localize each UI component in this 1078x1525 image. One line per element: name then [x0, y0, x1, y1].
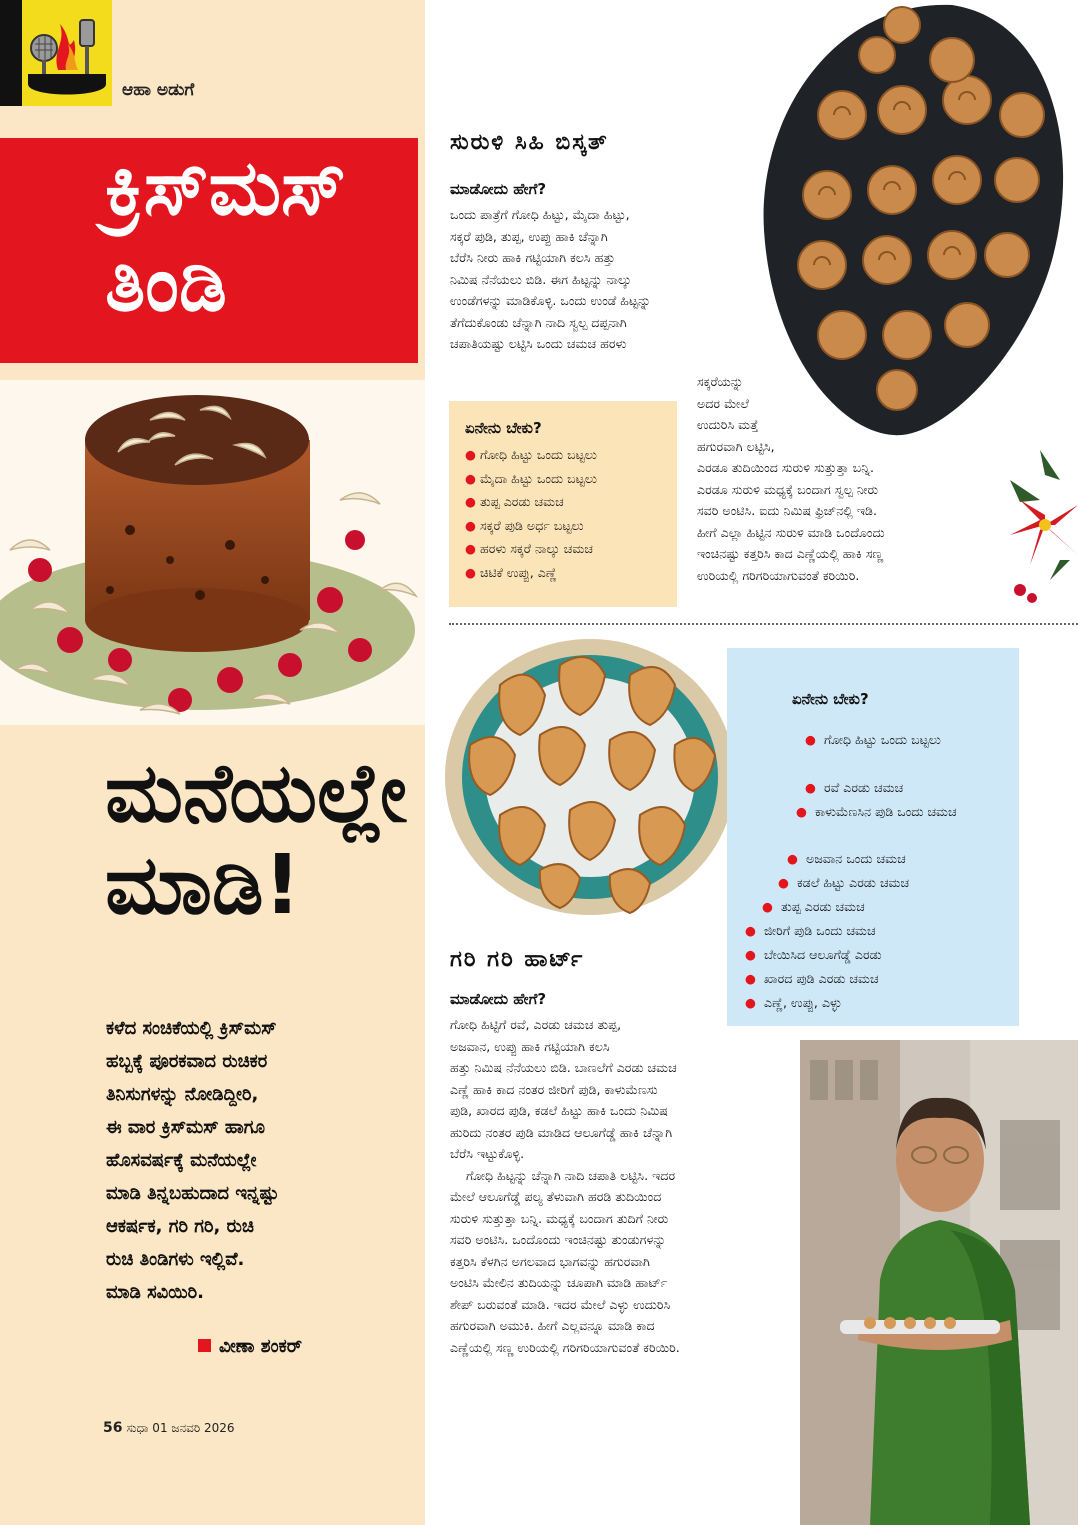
- method-line: ಪುಡಿ, ಖಾರದ ಪುಡಿ, ಕಡಲೆ ಹಿಟ್ಟು ಹಾಕಿ ಒಂದು ನಿಮಿಷ: [450, 1103, 668, 1118]
- method-line: ಒಂದು ಪಾತ್ರೆಗೆ ಗೋಧಿ ಹಿಟ್ಟು, ಮೈದಾ ಹಿಟ್ಟು,: [450, 207, 630, 222]
- method-line: ಅದರ ಮೇಲೆ: [697, 395, 749, 411]
- bullet-icon: ●: [796, 804, 807, 819]
- heart-snack-photo: [440, 635, 740, 920]
- bullet-icon: ●: [745, 947, 756, 962]
- method-line: ಮೇಲೆ ಆಲೂಗೆಡ್ಡೆ ಪಲ್ಯ ತೆಳುವಾಗಿ ಹರಡಿ ತುದಿಯಿಂದ: [450, 1189, 662, 1204]
- recipe-2-ingredient-8: ● ಬೇಯಿಸಿದ ಆಲೂಗೆಡ್ಡೆ ಎರಡು: [745, 947, 882, 962]
- method-line: ಹಗುರವಾಗಿ ಲಟ್ಟಿಸಿ,: [697, 438, 775, 454]
- recipe-1-method-part-b: [697, 371, 997, 586]
- recipe-2-ingredient-6: ● ತುಪ್ಪ ಎರಡು ಚಮಚ: [762, 899, 865, 914]
- bullet-icon: ●: [805, 732, 816, 747]
- method-line: ಸವರಿ ಅಂಟಿಸಿ. ಐದು ನಿಮಿಷ ಫ್ರಿಜ್‌ನಲ್ಲಿ ಇಡಿ.: [697, 503, 877, 518]
- method-line: ಗೋಧಿ ಹಿಟ್ಟನ್ನು ಚೆನ್ನಾಗಿ ನಾದಿ ಚಪಾತಿ ಲಟ್ಟಿಸಿ. ಇದರ: [466, 1167, 676, 1183]
- recipe-2-ingredient-1: ● ಗೋಧಿ ಹಿಟ್ಟು ಒಂದು ಬಟ್ಟಲು: [805, 732, 941, 747]
- method-line: ಎರಡೂ ತುದಿಯಿಂದ ಸುರುಳಿ ಸುತ್ತುತ್ತಾ ಬನ್ನಿ.: [697, 460, 874, 475]
- intro-line: ಹೊಸವರ್ಷಕ್ಕೆ ಮನೆಯಲ್ಲೇ: [106, 1150, 257, 1171]
- intro-paragraph: [106, 1012, 361, 1309]
- title-line-2: ತಿಂಡಿ: [105, 239, 227, 328]
- title-line-1: ಕ್ರಿಸ್‌ಮಸ್: [105, 143, 346, 232]
- method-line: ಎಣ್ಣೆ ಹಾಕಿ ಕಾದ ನಂತರ ಜೀರಿಗೆ ಪುಡಿ, ಕಾಳುಮೆಣಸು: [450, 1081, 658, 1097]
- method-line: ಸವರಿ ಅಂಟಿಸಿ. ಒಂದೊಂದು ಇಂಚಿನಷ್ಟು ತುಂಡುಗಳನ್ನು: [450, 1232, 667, 1247]
- bullet-icon: ●: [762, 899, 773, 914]
- recipe-1-method-part-a: [450, 204, 750, 355]
- recipe-2-ingredient-2: ● ರವೆ ಎರಡು ಚಮಚ: [805, 780, 904, 795]
- method-line: ಹೀಗೆ ಎಲ್ಲಾ ಹಿಟ್ಟಿನ ಸುರುಳಿ ಮಾಡಿ ಒಂದೊಂದು: [697, 524, 885, 540]
- intro-line: ಕಳೆದ ಸಂಚಿಕೆಯಲ್ಲಿ ಕ್ರಿಸ್‌ಮಸ್: [106, 1018, 277, 1039]
- method-line: ನಿಮಿಷ ನೆನೆಯಲು ಬಿಡಿ. ಈಗ ಹಿಟ್ಟನ್ನು ನಾಲ್ಕು: [450, 271, 632, 287]
- method-line: ಗೋಧಿ ಹಿಟ್ಟಿಗೆ ರವೆ, ಎರಡು ಚಮಚ ತುಪ್ಪ,: [450, 1017, 622, 1032]
- recipe-2-ingredient-5: ● ಕಡಲೆ ಹಿಟ್ಟು ಎರಡು ಚಮಚ: [778, 875, 910, 890]
- fruit-cake-photo: [0, 380, 425, 725]
- bullet-icon: ●: [465, 494, 476, 509]
- bullet-icon: ●: [745, 995, 756, 1010]
- author-name: ವೀಣಾ ಶಂಕರ್: [219, 1336, 303, 1357]
- method-line: ಚಪಾತಿಯಷ್ಟು ಲಟ್ಟಿಸಿ ಒಂದು ಚಮಚ ಹರಳು: [450, 336, 627, 351]
- method-line: ಉಂಡೆಗಳನ್ನು ಮಾಡಿಕೊಳ್ಳಿ. ಒಂದು ಉಂಡೆ ಹಿಟ್ಟನ್ನು: [450, 293, 651, 308]
- ingredient-item: ● ತುಪ್ಪ ಎರಡು ಚಮಚ: [465, 494, 564, 509]
- bullet-icon: ●: [778, 875, 789, 890]
- bullet-icon: ●: [465, 470, 476, 486]
- intro-line: ತಿನಿಸುಗಳನ್ನು ನೋಡಿದ್ದೀರಿ,: [106, 1084, 259, 1105]
- bullet-icon: ●: [465, 541, 476, 556]
- recipe-2-method: [450, 1014, 795, 1358]
- poinsettia-decoration: [1000, 440, 1078, 610]
- recipe-2-ingredient-3: ● ಕಾಳುಮೆಣಸಿನ ಪುಡಿ ಒಂದು ಚಮಚ: [796, 804, 957, 819]
- recipe-2-ingredient-4: ● ಅಜವಾನ ಒಂದು ಚಮಚ: [787, 851, 906, 866]
- logo-black-strip: [0, 0, 22, 106]
- method-line: ಅಜವಾನ, ಉಪ್ಪು ಹಾಕಿ ಗಟ್ಟಿಯಾಗಿ ಕಲಸಿ: [450, 1038, 610, 1054]
- page-number: 56: [103, 1420, 123, 1436]
- ingredient-item: ● ಗೋಧಿ ಹಿಟ್ಟು ಒಂದು ಬಟ್ಟಲು: [465, 447, 597, 462]
- recipe-2-ingredient-10: ● ಎಣ್ಣೆ, ಉಪ್ಪು, ಎಳ್ಳು: [745, 995, 842, 1010]
- author-credit: [198, 1336, 302, 1357]
- page-title: [105, 140, 415, 332]
- intro-line: ಮಾಡಿ ಸವಿಯಿರಿ.: [106, 1282, 204, 1303]
- method-line: ಸಕ್ಕರೆಯನ್ನು: [697, 374, 744, 389]
- bullet-icon: ●: [465, 517, 476, 533]
- recipe-1-ingredients-box: [449, 401, 677, 607]
- ingredient-item: ● ಹರಳು ಸಕ್ಕರೆ ನಾಲ್ಕು ಚಮಚ: [465, 541, 593, 556]
- ingredient-item: ● ಚಿಟಿಕೆ ಉಪ್ಪು, ಎಣ್ಣೆ: [465, 564, 557, 580]
- ingredient-item: ● ಮೈದಾ ಹಿಟ್ಟು ಒಂದು ಬಟ್ಟಲು: [465, 470, 597, 486]
- intro-line: ಈ ವಾರ ಕ್ರಿಸ್‌ಮಸ್ ಹಾಗೂ: [106, 1117, 265, 1138]
- recipe-2-title: ಗರಿ ಗರಿ ಹಾರ್ಟ್: [450, 947, 585, 972]
- method-line: ತೆಗೆದುಕೊಂಡು ಚೆನ್ನಾಗಿ ನಾದಿ ಸ್ವಲ್ಪ ದಪ್ಪನಾಗಿ: [450, 314, 627, 330]
- ingredients-heading: ಏನೇನು ಬೇಕು?: [465, 419, 542, 437]
- method-line: ಸುರುಳಿ ಸುತ್ತುತ್ತಾ ಬನ್ನಿ. ಮಧ್ಯಕ್ಕೆ ಬಂದಾಗ ತುದಿಗೆ ನೀರು: [450, 1210, 669, 1226]
- bullet-icon: ●: [465, 564, 476, 580]
- recipe-2-method-heading: ಮಾಡೋದು ಹೇಗೆ?: [450, 990, 547, 1008]
- bullet-icon: ●: [787, 851, 798, 866]
- intro-line: ರುಚಿ ತಿಂಡಿಗಳು ಇಲ್ಲಿವೆ.: [106, 1249, 245, 1270]
- method-line: ಇಂಚಿನಷ್ಟು ಕತ್ತರಿಸಿ ಕಾದ ಎಣ್ಣೆಯಲ್ಲಿ ಹಾಕಿ ಸಣ್ಣ: [697, 546, 884, 561]
- method-line: ಉರಿಯಲ್ಲಿ ಗರಿಗರಿಯಾಗುವಂತೆ ಕರಿಯಿರಿ.: [697, 567, 860, 583]
- bullet-icon: ●: [745, 923, 756, 938]
- heading-line-1: ಮನೆಯಲ್ಲೇ: [105, 746, 407, 841]
- ingredients-list: [465, 443, 677, 584]
- method-line: ಕತ್ತರಿಸಿ ಕೆಳಗಿನ ಅಗಲವಾದ ಭಾಗವನ್ನು ಹಗುರವಾಗಿ: [450, 1253, 650, 1269]
- author-photo: [800, 1040, 1078, 1525]
- method-line: ಅಂಟಿಸಿ ಮೇಲಿನ ತುದಿಯನ್ನು ಚೂಪಾಗಿ ಮಾಡಿ ಹಾರ್ಟ್: [450, 1275, 668, 1290]
- bullet-icon: ●: [805, 780, 816, 795]
- method-line: ಶೇಪ್ ಬರುವಂತೆ ಮಾಡಿ. ಇದರ ಮೇಲೆ ಎಳ್ಳು ಉದುರಿಸಿ: [450, 1296, 671, 1312]
- method-line: ಉದುರಿಸಿ ಮತ್ತೆ: [697, 417, 759, 432]
- recipe-2-ingredient-7: ● ಜೀರಿಗೆ ಪುಡಿ ಒಂದು ಚಮಚ: [745, 923, 876, 938]
- bullet-icon: ●: [745, 971, 756, 986]
- method-line: ಸಕ್ಕರೆ ಪುಡಿ, ತುಪ್ಪ, ಉಪ್ಪು ಹಾಕಿ ಚೆನ್ನಾಗಿ: [450, 228, 608, 244]
- ingredient-item: ● ಸಕ್ಕರೆ ಪುಡಿ ಅರ್ಧ ಬಟ್ಟಲು: [465, 517, 584, 533]
- issue-info: ಸುಧಾ 01 ಜನವರಿ 2026: [126, 1421, 235, 1435]
- intro-line: ಮಾಡಿ ತಿನ್ನಬಹುದಾದ ಇನ್ನಷ್ಟು: [106, 1183, 279, 1204]
- recipe-2-ingredient-9: ● ಖಾರದ ಪುಡಿ ಎರಡು ಚಮಚ: [745, 971, 879, 986]
- cooking-utensils-icon: [22, 0, 112, 106]
- main-heading: [105, 748, 420, 932]
- recipe-1-method-heading: ಮಾಡೋದು ಹೇಗೆ?: [450, 180, 547, 198]
- method-line: ಹತ್ತು ನಿಮಿಷ ನೆನೆಯಲು ಬಿಡಿ. ಬಾಣಲೆಗೆ ಎರಡು ಚಮಚ: [450, 1060, 677, 1075]
- bullet-icon: ●: [465, 447, 476, 462]
- method-line: ಬೆರೆಸಿ ನೀರು ಹಾಕಿ ಗಟ್ಟಿಯಾಗಿ ಕಲಸಿ ಹತ್ತು: [450, 250, 616, 265]
- page-folio: [103, 1420, 235, 1436]
- kitchen-logo: [22, 0, 112, 106]
- ingredients-heading: ಏನೇನು ಬೇಕು?: [792, 690, 869, 708]
- method-line: ಎಣ್ಣೆಯಲ್ಲಿ ಸಣ್ಣ ಉರಿಯಲ್ಲಿ ಗರಿಗರಿಯಾಗುವಂತೆ ಕರಿಯಿರಿ.: [450, 1339, 680, 1355]
- method-line: ಬೆರೆಸಿ ಇಟ್ಟುಕೊಳ್ಳಿ.: [450, 1146, 525, 1161]
- dotted-divider: [449, 623, 1078, 625]
- heading-line-2: ಮಾಡಿ!: [105, 838, 301, 933]
- recipe-1-title: ಸುರುಳಿ ಸಿಹಿ ಬಿಸ್ಕತ್: [450, 130, 609, 155]
- intro-line: ಆಕರ್ಷಕ, ಗರಿ ಗರಿ, ರುಚಿ: [106, 1216, 254, 1237]
- method-line: ಹುರಿದು ನಂತರ ಪುಡಿ ಮಾಡಿದ ಆಲೂಗೆಡ್ಡೆ ಹಾಕಿ ಚೆನ್ನಾಗಿ: [450, 1124, 673, 1140]
- section-label: ಆಹಾ ಅಡುಗೆ: [122, 80, 195, 100]
- intro-line: ಹಬ್ಬಕ್ಕೆ ಪೂರಕವಾದ ರುಚಿಕರ: [106, 1051, 268, 1072]
- method-line: ಹಗುರವಾಗಿ ಅಮುಕಿ. ಹೀಗೆ ಎಲ್ಲವನ್ನೂ ಮಾಡಿ ಕಾದ: [450, 1318, 655, 1333]
- red-square-bullet: [198, 1339, 211, 1352]
- method-line: ಎರಡೂ ಸುರುಳಿ ಮಧ್ಯಕ್ಕೆ ಬಂದಾಗ ಸ್ವಲ್ಪ ನೀರು: [697, 481, 879, 497]
